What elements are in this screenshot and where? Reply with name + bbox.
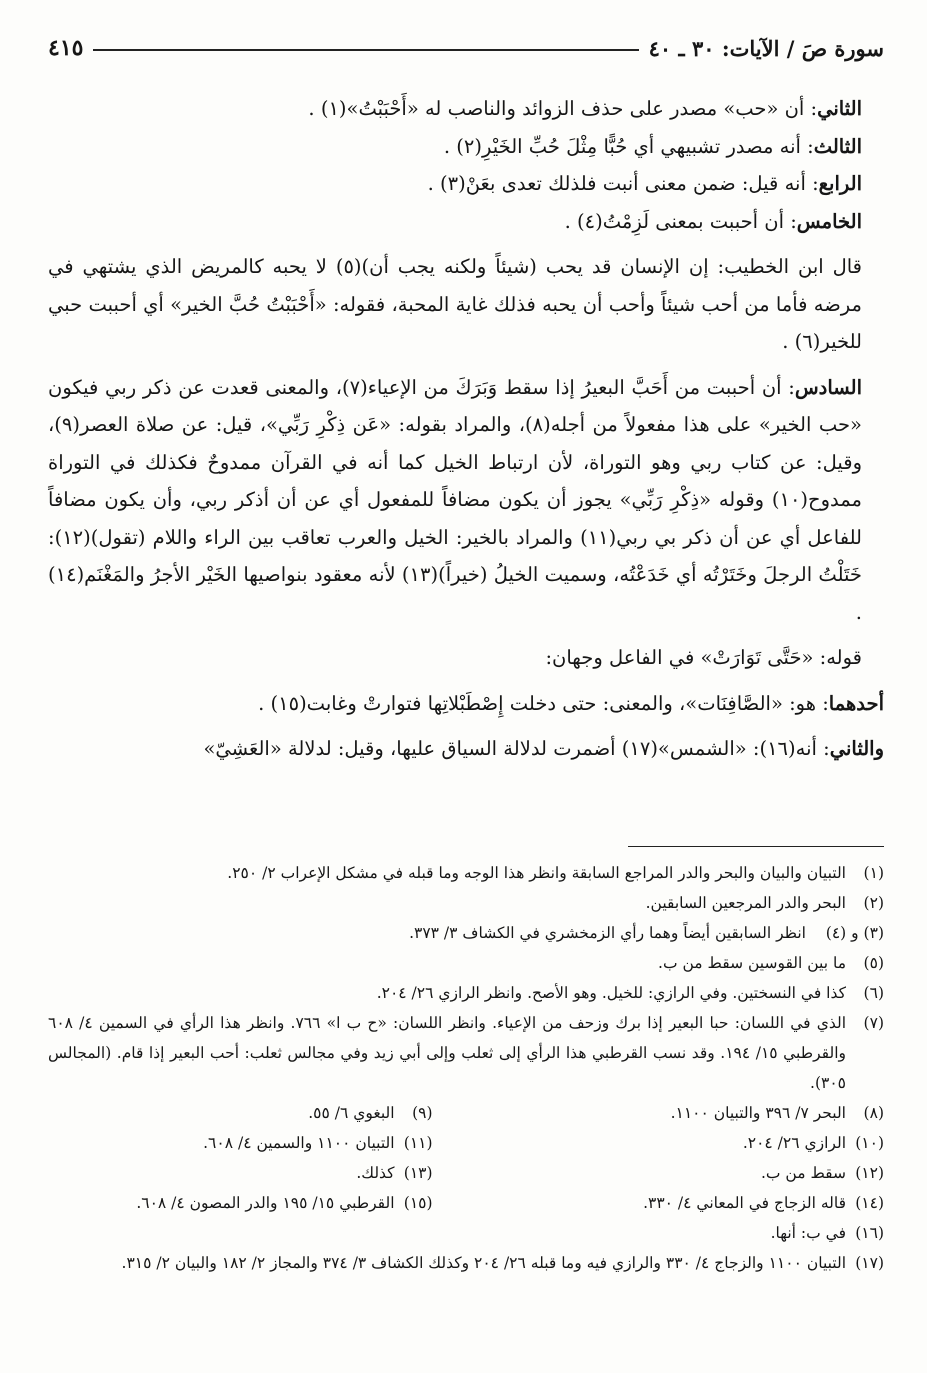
paragraph: قوله: «حَتَّى تَوَارَتْ» في الفاعل وجهان: bbox=[545, 646, 862, 669]
surah-title: سورة صَ / الآيات: ٣٠ ـ ٤٠ bbox=[648, 35, 884, 61]
paragraph: الرابع: أنه قيل: ضمن معنى أنبت فلذلك تعدى بعَنْ(٣) . bbox=[427, 172, 862, 195]
footnote: (١٧) التبيان ١١٠٠ والزجاج ٤/ ٣٣٠ والرازي فيه وما قبله ٢٦/ ٢٠٤ وكذلك الكشاف ٣/ ٣٧٤ والمجاز ٢/ ١٨٢ والبيان ٢/ ٣١٥. bbox=[121, 1254, 884, 1272]
footnote: (١٦) في ب: أنها. bbox=[770, 1224, 884, 1242]
footnote: (١١) التبيان ١١٠٠ والسمين ٤/ ٦٠٨. bbox=[203, 1134, 433, 1152]
point-label: السادس bbox=[794, 375, 863, 399]
footnote: (٩) البغوي ٦/ ٥٥. bbox=[308, 1104, 433, 1122]
point-label: الثالث bbox=[813, 134, 862, 158]
footnote-row bbox=[48, 1188, 884, 1218]
footnote: (٥) ما بين القوسين سقط من ب. bbox=[658, 954, 884, 972]
footnote-row bbox=[48, 1158, 884, 1188]
page-number: ٤١٥ bbox=[48, 35, 84, 61]
footnote: (٨) البحر ٧/ ٣٩٦ والتبيان ١١٠٠. bbox=[670, 1104, 884, 1122]
footnote: (٦) كذا في النسختين. وفي الرازي: للخيل. وهو الأصح. وانظر الرازي ٢٦/ ٢٠٤. bbox=[376, 984, 884, 1002]
point-label: والثاني bbox=[829, 737, 884, 760]
footnote: (٢) البحر والدر المرجعين السابقين. bbox=[645, 894, 884, 912]
point-label: الرابع bbox=[818, 172, 862, 195]
main-text bbox=[48, 90, 884, 768]
paragraph: والثاني: أنه(١٦): «الشمس»(١٧) أضمرت لدلالة السياق عليها، وقيل: لدلالة «العَشِيّ» bbox=[203, 737, 884, 760]
footnote: (١٥) القرطبي ١٥/ ١٩٥ والدر المصون ٤/ ٦٠٨. bbox=[136, 1194, 433, 1212]
paragraph: السادس: أن أحببت من أَحَبَّ البعيرُ إذا سقط وَبَرَكَ من الإعياء(٧)، والمعنى قعدت عن ذكر ربي فيكون «حب الخير» على هذا مفعولاً من أجله(٨)، والمراد بقوله: «عَن ذِكْرِ رَبِّي»، قيل: عن صلاة العصر(٩)، وقيل: عن كتاب ربي وهو التوراة، لأن ارتباط الخيل كما أنه في القرآن ممدوحٌ فكذلك في التوراة ممدوح(١٠) وقوله «ذِكْرِ رَبِّي» يجوز أن يكون مضافاً للمفعول أي عن أن أذكر ربي، وأن يكون مضافاً للفاعل أي عن أن ذكر بي ربي(١١) والمراد بالخير: الخيل والعرب تعاقب بين الراء واللام (تقول)(١٢): خَتَلْتُ الرجلَ وخَتَرْتُه أي خَدَعْتُه، وسميت الخيلُ (خيراً)(١٣) لأنه معقود بنواصيها الخَيْر الأجرُ والمَغْنَم(١٤) . bbox=[48, 375, 863, 624]
footnote: (١) التبيان والبيان والبحر والدر المراجع السابقة وانظر هذا الوجه وما قبله في مشكل الإعراب ٢/ ٢٥٠. bbox=[227, 864, 884, 882]
footnote-row bbox=[48, 1098, 884, 1128]
footnote: (٣) و (٤) انظر السابقين أيضاً وهما رأي الزمخشري في الكشاف ٣/ ٣٧٣. bbox=[409, 924, 884, 942]
paragraph: الخامس: أن أحببت بمعنى لَزِمْتُ(٤) . bbox=[564, 209, 862, 233]
page-header bbox=[48, 26, 884, 70]
paragraph: أحدهما: هو: «الصَّافِنَات»، والمعنى: حتى دخلت إِصْطَبْلاتِها فتوارتْ وغابت(١٥) . bbox=[258, 691, 884, 715]
footnote: (١٠) الرازي ٢٦/ ٢٠٤. bbox=[742, 1134, 884, 1152]
book-page bbox=[48, 26, 884, 1346]
paragraph: الثالث: أنه مصدر تشبيهي أي حُبًّا مِثْلَ حُبِّ الخَيْرِ(٢) . bbox=[443, 134, 862, 158]
footnote-row bbox=[48, 1128, 884, 1158]
footnote: (١٤) قاله الزجاج في المعاني ٤/ ٣٣٠. bbox=[643, 1194, 884, 1212]
paragraph: الثاني: أن «حب» مصدر على حذف الزوائد والناصب له «أَحْبَبْتُ»(١) . bbox=[308, 97, 862, 120]
footnotes bbox=[48, 858, 884, 1278]
footnote: (١٢) سقط من ب. bbox=[760, 1164, 884, 1182]
footnote-separator bbox=[628, 846, 884, 847]
point-label: الخامس bbox=[796, 209, 862, 233]
point-label: أحدهما bbox=[828, 691, 884, 715]
paragraph: قال ابن الخطيب: إن الإنسان قد يحب (شيئاً ولكنه يجب أن)(٥) لا يحبه كالمريض الذي يشتهي في مرضه فأما من أحب شيئاً وأحب أن يحبه فذلك غاية المحبة، فقوله: «أَحْبَبْتُ حُبَّ الخير» أي أحببت حبي للخير(٦) . bbox=[48, 255, 862, 353]
point-label: الثاني bbox=[817, 97, 862, 120]
footnote: (١٣) كذلك. bbox=[356, 1164, 433, 1182]
footnote: (٧) الذي في اللسان: حبا البعير إذا برك وزحف من الإعياء. وانظر اللسان: «ح ب ا» ٧٦٦. وانظر هذا الرأي في السمين ٤/ ٦٠٨ والقرطبي ١٥/ ١٩٤. وقد نسب القرطبي هذا الرأي إلى ثعلب وإلى أبي زيد وفي مجالس ثعلب: أحب البعير إذا قام. (المجالس ٣٠٥). bbox=[48, 1014, 884, 1092]
header-rule bbox=[93, 49, 638, 51]
